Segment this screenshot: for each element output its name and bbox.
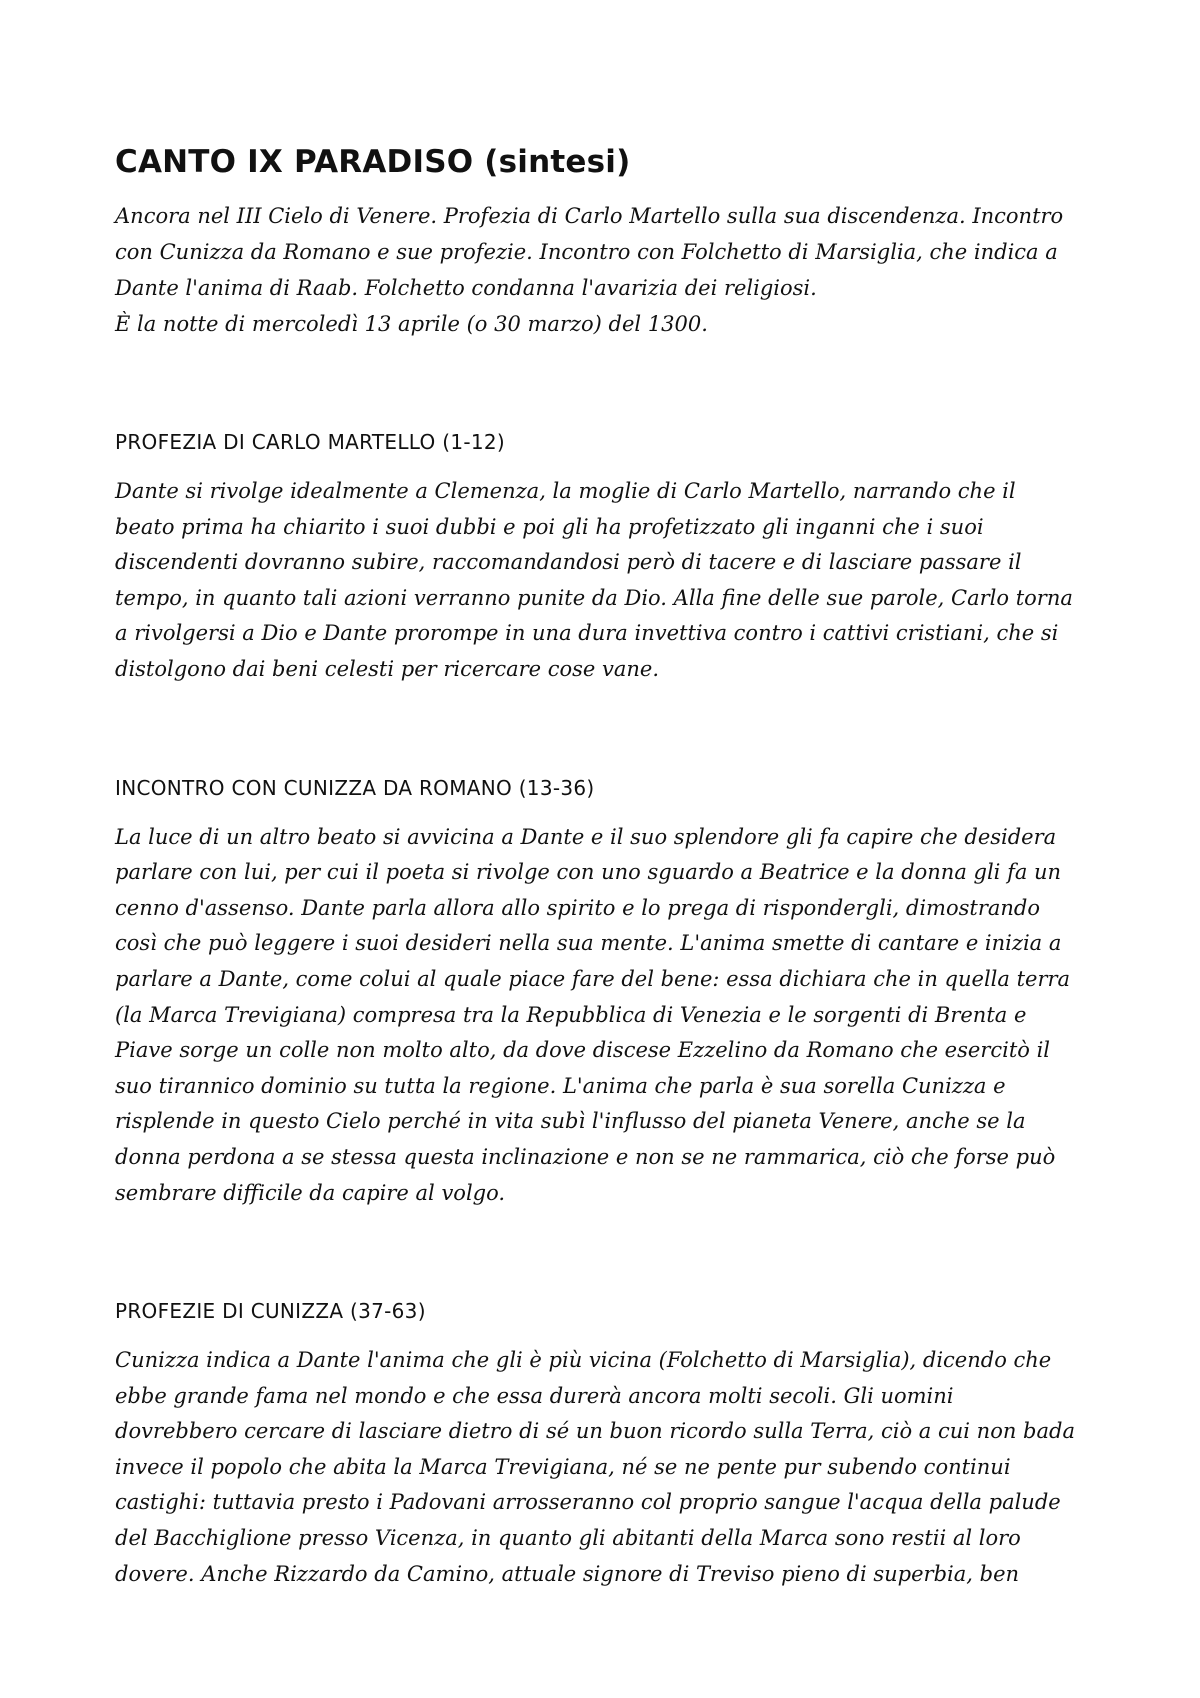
body-line: distolgono dai beni celesti per ricercare cose vane. xyxy=(115,656,660,681)
body-line: Cunizza indica a Dante l'anima che gli è più vicina (Folchetto di Marsiglia), dicendo che xyxy=(115,1348,1052,1373)
body-line: dovere. Anche Rizzardo da Camino, attuale signore di Treviso pieno di superbia, ben xyxy=(115,1561,1020,1586)
intro-line: È la notte di mercoledì 13 aprile (o 30 marzo) del 1300. xyxy=(115,312,708,336)
body-line: La luce di un altro beato si avvicina a Dante e il suo splendore gli fa capire che desidera xyxy=(115,824,1057,849)
body-line: cenno d'assenso. Dante parla allora allo spirito e lo prega di rispondergli, dimostrando xyxy=(115,895,1040,920)
body-line: discendenti dovranno subire, raccomandandosi però di tacere e di lasciare passare il xyxy=(115,550,1022,575)
intro-line: con Cunizza da Romano e sue profezie. Incontro con Folchetto di Marsiglia, che indica a xyxy=(115,240,1058,264)
body-line: parlare a Dante, come colui al quale piace fare del bene: essa dichiara che in quella terra xyxy=(115,966,1071,991)
section-heading: INCONTRO CON CUNIZZA DA ROMANO (13-36) xyxy=(115,775,595,800)
body-line: sembrare difficile da capire al volgo. xyxy=(115,1180,506,1205)
body-line: suo tirannico dominio su tutta la regione. L'anima che parla è sua sorella Cunizza e xyxy=(115,1073,1006,1098)
section-profezie-cunizza xyxy=(115,1293,1095,1592)
section-body xyxy=(115,474,1095,688)
body-line: (la Marca Trevigiana) compresa tra la Repubblica di Venezia e le sorgenti di Brenta e xyxy=(115,1002,1027,1027)
document-title: CANTO IX PARADISO (sintesi) xyxy=(115,144,631,180)
body-line: così che può leggere i suoi desideri nella sua mente. L'anima smette di cantare e inizia a xyxy=(115,931,1062,956)
body-line: a rivolgersi a Dio e Dante prorompe in una dura invettiva contro i cattivi cristiani, che si xyxy=(115,621,1059,646)
body-line: dovrebbero cercare di lasciare dietro di sé un buon ricordo sulla Terra, ciò a cui non bada xyxy=(115,1419,1075,1444)
section-body xyxy=(115,1343,1095,1592)
intro-line: Ancora nel III Cielo di Venere. Profezia di Carlo Martello sulla sua discendenza. Incontro xyxy=(115,204,1064,228)
section-heading: PROFEZIA DI CARLO MARTELLO (1-12) xyxy=(115,430,506,454)
section-body xyxy=(115,820,1095,1212)
body-line: Dante si rivolge idealmente a Clemenza, la moglie di Carlo Martello, narrando che il xyxy=(115,479,1016,503)
body-line: ebbe grande fama nel mondo e che essa durerà ancora molti secoli. Gli uomini xyxy=(115,1383,954,1408)
body-line: parlare con lui, per cui il poeta si rivolge con uno sguardo a Beatrice e la donna gli fa un xyxy=(115,860,1062,885)
body-line: risplende in questo Cielo perché in vita subì l'influsso del pianeta Venere, anche se la xyxy=(115,1109,1026,1134)
body-line: Piave sorge un colle non molto alto, da dove discese Ezzelino da Romano che esercitò il xyxy=(115,1038,1051,1063)
body-line: castighi: tuttavia presto i Padovani arrosseranno col proprio sangue l'acqua della palude xyxy=(115,1490,1061,1515)
body-line: beato prima ha chiarito i suoi dubbi e poi gli ha profetizzato gli inganni che i suoi xyxy=(115,514,984,539)
body-line: del Bacchiglione presso Vicenza, in quanto gli abitanti della Marca sono restii al loro xyxy=(115,1526,1021,1551)
body-line: invece il popolo che abita la Marca Trevigiana, né se ne pente pur subendo continui xyxy=(115,1454,1011,1479)
document-content xyxy=(115,140,1095,1592)
section-profezia-carlo-martello xyxy=(115,424,1095,688)
section-incontro-cunizza xyxy=(115,770,1095,1212)
body-line: tempo, in quanto tali azioni verranno punite da Dio. Alla fine delle sue parole, Carlo torna xyxy=(115,585,1073,610)
section-heading: PROFEZIE DI CUNIZZA (37-63) xyxy=(115,1299,426,1324)
intro-line: Dante l'anima di Raab. Folchetto condanna l'avarizia dei religiosi. xyxy=(115,276,817,300)
intro-paragraph xyxy=(115,198,1095,342)
body-line: donna perdona a se stessa questa inclinazione e non se ne rammarica, ciò che forse può xyxy=(115,1144,1056,1169)
